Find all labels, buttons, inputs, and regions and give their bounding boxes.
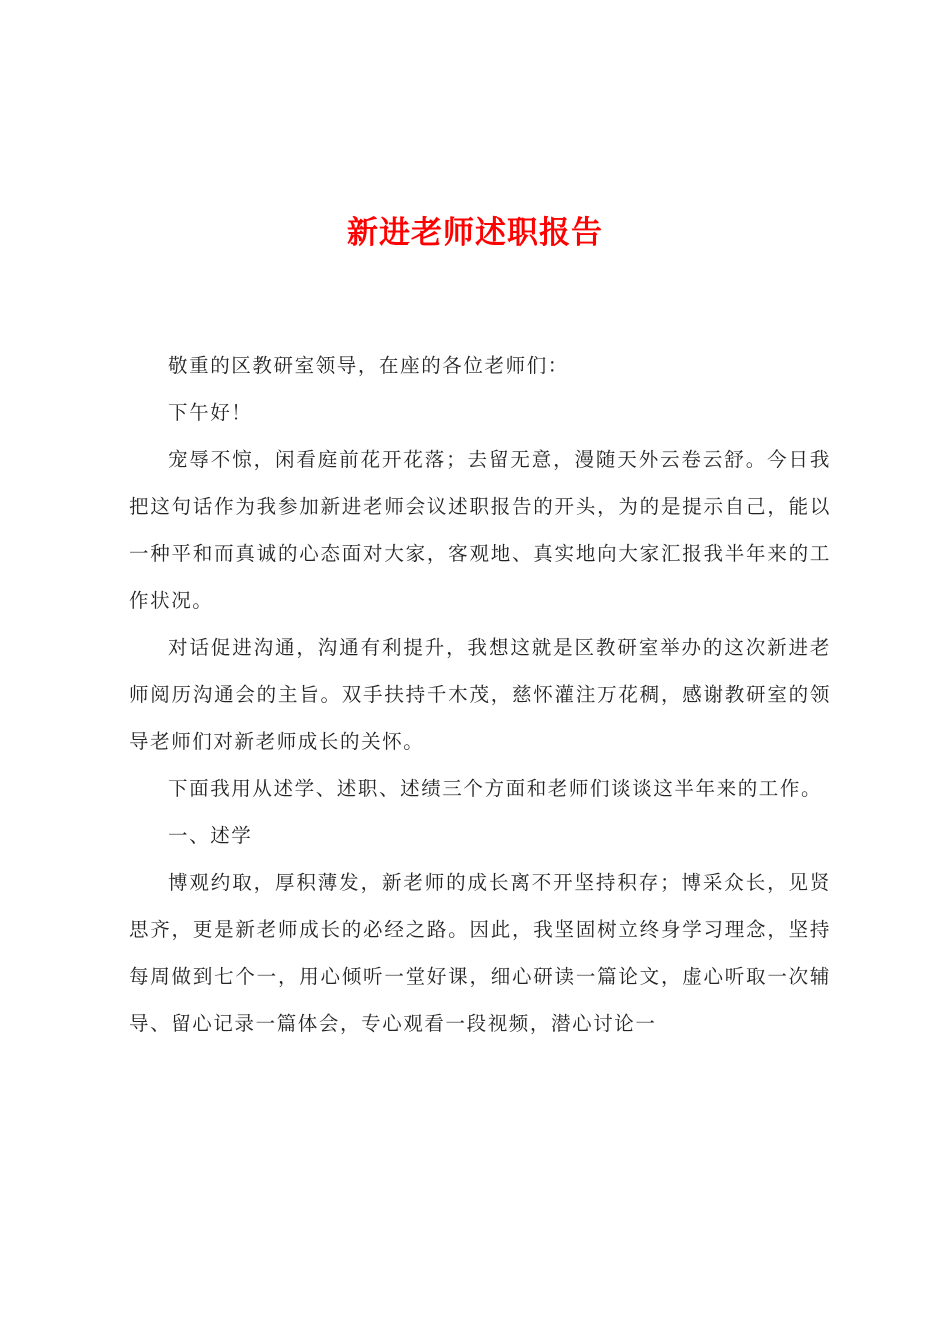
opening-paragraph: 宠辱不惊，闲看庭前花开花落；去留无意，漫随天外云卷云舒。今日我把这句话作为我参加新进老师会议述职报告的开头，为的是提示自己，能以一种平和而真诚的心态面对大家，客观地、真实地向大家汇报我半年来的工作状况。 [129, 448, 831, 612]
document-title: 新进老师述职报告 [347, 215, 603, 251]
document-body [129, 342, 831, 1047]
purpose-paragraph: 对话促进沟通，沟通有利提升，我想这就是区教研室举办的这次新进老师阅历沟通会的主旨。双手扶持千木茂，慈怀灌注万花稠，感谢教研室的领导老师们对新老师成长的关怀。 [129, 636, 831, 753]
salutation-paragraph: 敬重的区教研室领导，在座的各位老师们： [168, 354, 569, 377]
greeting-paragraph: 下午好！ [168, 401, 253, 424]
outline-paragraph: 下面我用从述学、述职、述绩三个方面和老师们谈谈这半年来的工作。 [168, 777, 823, 800]
section-heading-study: 一、述学 [168, 824, 253, 847]
study-paragraph: 博观约取，厚积薄发，新老师的成长离不开坚持积存；博采众长，见贤思齐，更是新老师成长的必经之路。因此，我坚固树立终身学习理念，坚持每周做到七个一，用心倾听一堂好课，细心研读一篇论文，虚心听取一次辅导、留心记录一篇体会，专心观看一段视频，潜心讨论一 [129, 871, 831, 1035]
